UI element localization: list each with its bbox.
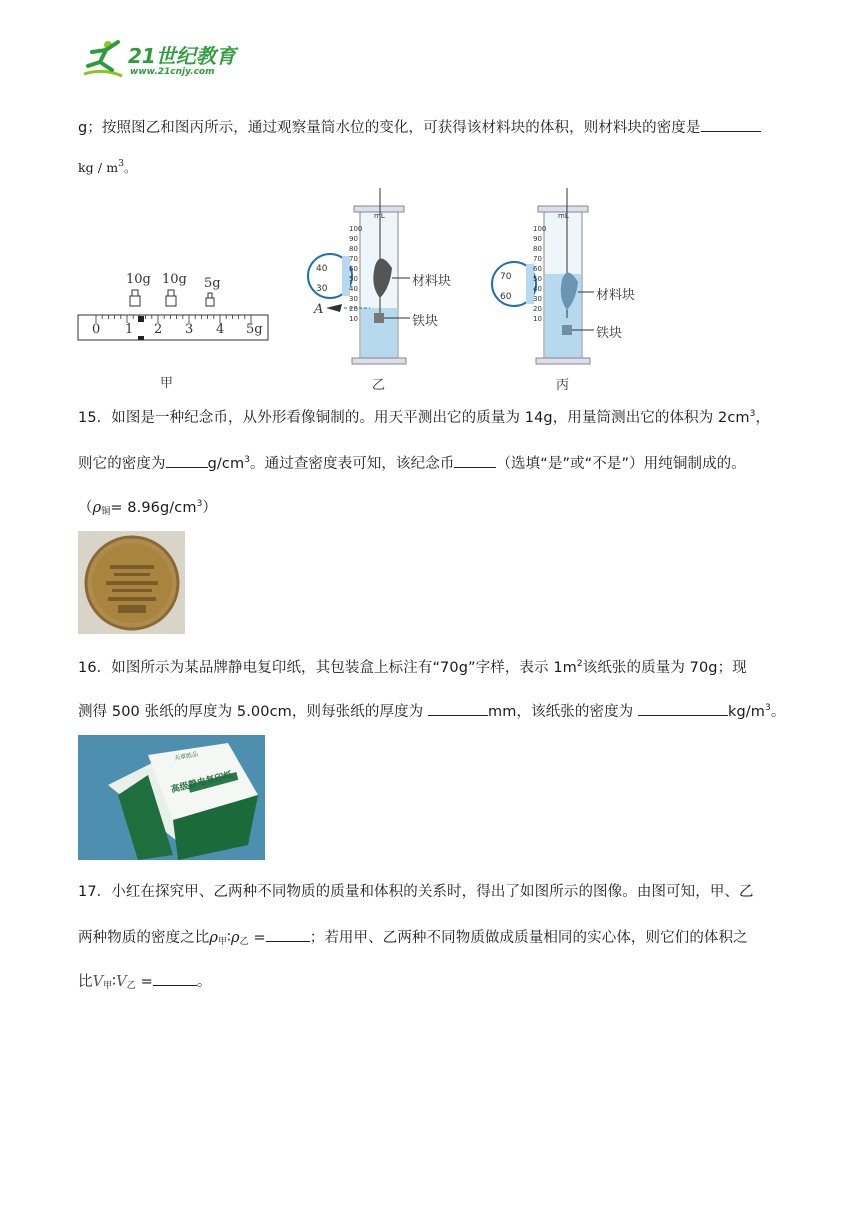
- mass-5g: 5g: [204, 276, 221, 291]
- q16-thickness-blank[interactable]: [428, 703, 488, 716]
- experiment-figure: [70, 188, 670, 393]
- cylinder-bing-scale: 100 90 80 70 60 50 40 30 20 10: [533, 225, 547, 323]
- q14-line1: g；按照图乙和图丙所示，通过观察量筒水位的变化，可获得该材料块的体积，则材料块的密度是: [78, 116, 761, 137]
- figure-label-bing: 丙: [556, 378, 570, 393]
- bing-zoom-lower: 60: [500, 292, 512, 302]
- copy-paper-box-image: [78, 735, 265, 860]
- bing-material-label: 材料块: [596, 288, 636, 303]
- yi-zoom-upper: 40: [316, 264, 328, 274]
- paper-box-brand: 天章纸品: [173, 750, 199, 763]
- commemorative-coin-image: [78, 531, 185, 634]
- ruler-tick-1: 1: [125, 322, 134, 337]
- q17-line2: 两种物质的密度之比$\rho_甲∶\rho_乙$ = ；若用甲、乙两种不同物质做成质量相同的实心体，则它们的体积之: [78, 930, 748, 947]
- paper-box-title: 高级静电复印纸: [170, 770, 234, 796]
- ruler-tick-5g: 5g: [246, 322, 263, 337]
- q16-line1: 16．如图所示为某品牌静电复印纸，其包装盒上标注有“70g”字样，表示 $1m^2$该纸张的质量为 70g；现: [78, 659, 747, 676]
- q15-line3: $(\rho_铜= 8.96g/cm^3)$: [78, 499, 218, 517]
- mass-10g-2: 10g: [162, 272, 187, 287]
- q17-line1: 17．小红在探究甲、乙两种不同物质的质量和体积的关系时，得出了如图所示的图像。由图可知，甲、乙: [78, 884, 754, 900]
- yi-zoom-lower: 30: [316, 284, 328, 294]
- q15-choice-blank[interactable]: [454, 455, 496, 468]
- q15-density-blank[interactable]: [166, 455, 208, 468]
- q16-line2: 测得 500 张纸的厚度为 5.00cm，则每张纸的厚度为 mm，该纸张的密度为 $kg/m^3$。: [78, 703, 786, 720]
- q14-answer-blank[interactable]: [701, 119, 761, 132]
- balance-and-cylinders-diagram: [70, 188, 670, 393]
- logo-url: www.21cnjy.com: [130, 67, 215, 77]
- yi-iron-label: 铁块: [412, 314, 439, 329]
- yi-material-label: 材料块: [412, 274, 452, 289]
- q15-line2: 则它的密度为 $g/cm^3$。通过查密度表可知，该纪念币 （选填“是”或“不是”）用纯铜制成的。: [78, 455, 746, 472]
- q17-volume-ratio-blank[interactable]: [153, 973, 197, 986]
- cylinder-bing-unit: mL: [558, 212, 569, 220]
- q14-unit-line: kg / $m^3$。: [78, 159, 137, 175]
- q17-density-ratio-blank[interactable]: [266, 929, 310, 942]
- coin-photo: [78, 531, 185, 634]
- cylinder-yi-unit: mL: [374, 212, 385, 220]
- q16-density-blank[interactable]: [638, 703, 728, 716]
- figure-label-yi: 乙: [372, 378, 386, 393]
- logo: [78, 38, 248, 82]
- ruler-tick-0: 0: [92, 322, 101, 337]
- bing-zoom-upper: 70: [500, 272, 512, 282]
- figure-label-jia: 甲: [160, 376, 174, 391]
- ruler-tick-2: 2: [154, 322, 163, 337]
- q17-line3: 比$V_甲∶V_乙$ = 。: [78, 974, 212, 991]
- q15-line1: 15．如图是一种纪念币，从外形看像铜制的。用天平测出它的质量为 14g，用量筒测出它的体积为 $2cm^3$，: [78, 409, 771, 426]
- copy-paper-photo: [78, 735, 265, 860]
- bing-iron-label: 铁块: [596, 326, 623, 341]
- logo-brand: 21世纪教育: [128, 44, 236, 68]
- cylinder-yi-scale: 100 90 80 70 60 50 40 30 20 10: [349, 225, 363, 323]
- mass-10g-1: 10g: [126, 272, 151, 287]
- ruler-tick-3: 3: [185, 322, 194, 337]
- eye-label: A: [314, 302, 324, 317]
- ruler-tick-4: 4: [216, 322, 225, 337]
